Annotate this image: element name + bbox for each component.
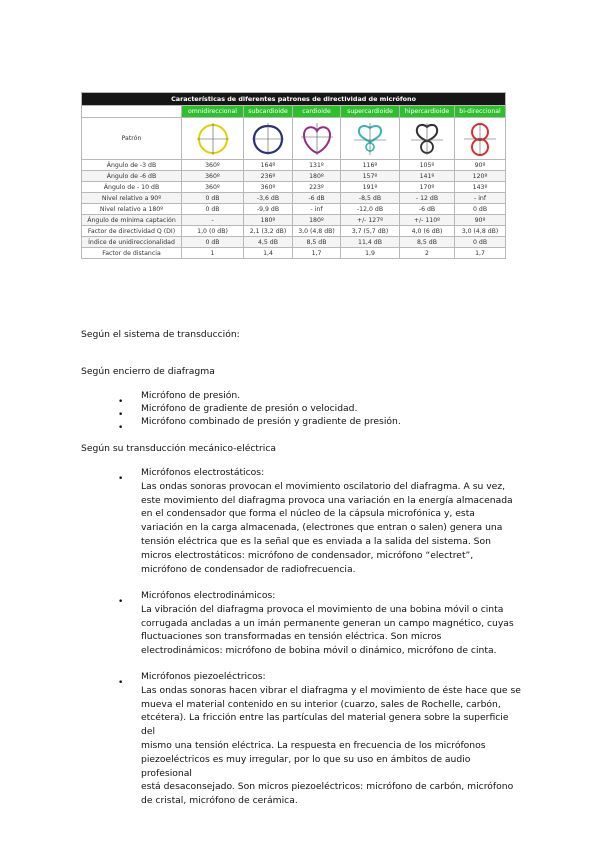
table-cell: - inf (293, 204, 341, 215)
table-cell: 120º (455, 171, 506, 182)
table-cell: 360º (182, 171, 244, 182)
table-cell: 223º (293, 182, 341, 193)
bullet-icon (118, 415, 124, 428)
piezoelectric-section (141, 670, 521, 808)
table-cell: 3,0 (4,8 dB) (293, 226, 341, 237)
table-cell: -8,5 dB (341, 193, 400, 204)
type-line: Las ondas sonoras hacen vibrar el diafragma y el movimiento de éste hace que se (141, 684, 521, 696)
table-cell: -3,6 dB (244, 193, 293, 204)
table-cell: 90º (455, 215, 506, 226)
table-cell: 0 dB (182, 193, 244, 204)
table-row (82, 248, 506, 259)
header-blank (82, 106, 182, 118)
table-cell: 2,1 (3,2 dB) (244, 226, 293, 237)
table-header-row (82, 106, 506, 118)
type-line: piezoeléctricos es muy irregular, por lo que su uso en ámbitos de audio profesional (141, 753, 471, 779)
table-cell: 8,5 dB (400, 237, 455, 248)
table-cell: 1 (182, 248, 244, 259)
table-cell: - (182, 215, 244, 226)
type-line: micros electrostáticos: micrófono de condensador, micrófono “electret”, (141, 549, 474, 561)
type-line: mueva el material contenido en su interior (cuarzo, sales de Rochelle, carbón, (141, 698, 501, 710)
table-row (82, 160, 506, 171)
row-label: Ángulo de -3 dB (82, 160, 182, 171)
bullet-icon (118, 589, 124, 602)
table-cell: 1,0 (0 dB) (182, 226, 244, 237)
table-cell: 360º (244, 182, 293, 193)
table-cell: 180º (293, 215, 341, 226)
table-cell: 180º (244, 215, 293, 226)
subcardioid-pattern-icon (244, 118, 293, 160)
table-cell: -12,0 dB (341, 204, 400, 215)
table-cell: 3,0 (4,8 dB) (455, 226, 506, 237)
table-cell: 11,4 dB (341, 237, 400, 248)
enclosure-item: Micrófono de gradiente de presión o velocidad. (141, 403, 358, 414)
type-line: Las ondas sonoras provocan el movimiento oscilatorio del diafragma. A su vez, (141, 480, 506, 492)
type-line: está desaconsejado. Son micros piezoeléctricos: micrófono de carbón, micrófono (141, 781, 514, 793)
bullet-icon (118, 389, 124, 402)
row-label: Nivel relativo a 180º (82, 204, 182, 215)
table-row (82, 182, 506, 193)
table-cell: 116º (341, 160, 400, 171)
row-label: Ángulo de -6 dB (82, 171, 182, 182)
table-cell: 360º (182, 160, 244, 171)
type-title: Micrófonos electrostáticos: (141, 467, 265, 478)
supercardioid-pattern-icon (341, 118, 400, 160)
type-line: tensión eléctrica que es la señal que es enviada a la salida del sistema. Son (141, 535, 491, 547)
table-row (82, 215, 506, 226)
table-cell: 1,4 (244, 248, 293, 259)
table-cell: -6 dB (293, 193, 341, 204)
table-cell: 0 dB (182, 237, 244, 248)
hypercardioid-pattern-icon (400, 118, 455, 160)
electrodynamic-section (141, 589, 521, 658)
table-cell: 90º (455, 160, 506, 171)
type-line: fluctuaciones son transformadas en tensión eléctrica. Son micros (141, 631, 442, 643)
table-cell: 0 dB (455, 237, 506, 248)
bidirectional-pattern-icon (455, 118, 506, 160)
type-line: electrodinámicos: micrófono de bobina móvil o dinámico, micrófono de cinta. (141, 645, 497, 657)
row-label: Factor de distancia (82, 248, 182, 259)
header-cardioid: cardioide (293, 106, 341, 118)
transduction-heading: Según el sistema de transducción: (81, 329, 240, 340)
enclosure-heading: Según encierro de diafragma (81, 366, 215, 377)
header-supercardioid: supercardioide (341, 106, 400, 118)
table-cell: 1,7 (455, 248, 506, 259)
table-cell: 141º (400, 171, 455, 182)
directivity-table (81, 92, 506, 259)
bullet-icon (118, 670, 124, 683)
type-line: este movimiento del diafragma provoca una variación en la energía almacenada (141, 494, 513, 506)
electrostatic-section (141, 466, 521, 576)
table-cell: +/- 110º (400, 215, 455, 226)
table-cell: - 12 dB (400, 193, 455, 204)
pattern-row (82, 118, 506, 160)
table-cell: 0 dB (455, 204, 506, 215)
header-hypercardioid: hipercardioide (400, 106, 455, 118)
enclosure-item: Micrófono de presión. (141, 390, 241, 401)
table-cell: 157º (341, 171, 400, 182)
table-cell: 143º (455, 182, 506, 193)
table-cell: +/- 127º (341, 215, 400, 226)
row-label: Índice de unidireccionalidad (82, 237, 182, 248)
header-bidirectional: bi-direccional (455, 106, 506, 118)
row-label: Ángulo de mínima captación (82, 215, 182, 226)
table-cell: 4,0 (6 dB) (400, 226, 455, 237)
table-row (82, 226, 506, 237)
header-omni: omnidireccional (182, 106, 244, 118)
header-subcardioid: subcardioide (244, 106, 293, 118)
bullet-icon (118, 402, 124, 415)
omni-pattern-icon (182, 118, 244, 160)
type-line: micrófono de condensador de radiofrecuencia. (141, 563, 356, 575)
type-line: mismo una tensión eléctrica. La respuesta en frecuencia de los micrófonos (141, 739, 486, 751)
type-title: Micrófonos electrodinámicos: (141, 590, 276, 601)
pattern-label: Patrón (82, 118, 182, 160)
table-row (82, 193, 506, 204)
table-cell: 170º (400, 182, 455, 193)
bullet-icon (118, 466, 124, 479)
row-label: Factor de directividad Q (DI) (82, 226, 182, 237)
type-line: variación en la carga almacenada, (electrones que entran o salen) genera una (141, 522, 503, 534)
table-cell: 1,7 (293, 248, 341, 259)
type-line: en el condensador que forma el núcleo de la cápsula microfónica y, esta (141, 508, 475, 520)
table-cell: 0 dB (182, 204, 244, 215)
type-line: La vibración del diafragma provoca el movimiento de una bobina móvil o cinta (141, 603, 504, 615)
table-cell: 1,9 (341, 248, 400, 259)
type-line: de cristal, micrófono de cerámica. (141, 795, 298, 807)
enclosure-item: Micrófono combinado de presión y gradiente de presión. (141, 416, 401, 427)
type-title: Micrófonos piezoeléctricos: (141, 671, 266, 682)
row-label: Nivel relativo a 90º (82, 193, 182, 204)
table-cell: 164º (244, 160, 293, 171)
row-label: Ángulo de - 10 dB (82, 182, 182, 193)
table-row (82, 237, 506, 248)
type-line: etcétera). La fricción entre las partículas del material genera sobre la superficie del (141, 712, 509, 738)
cardioid-pattern-icon (293, 118, 341, 160)
table-cell: 360º (182, 182, 244, 193)
table-cell: -9,9 dB (244, 204, 293, 215)
table-cell: 8,5 dB (293, 237, 341, 248)
table-cell: 3,7 (5,7 dB) (341, 226, 400, 237)
table-cell: 180º (293, 171, 341, 182)
table-cell: 2 (400, 248, 455, 259)
mech-elec-heading: Según su transducción mecánico-eléctrica (81, 443, 277, 454)
table-cell: 131º (293, 160, 341, 171)
table-cell: 105º (400, 160, 455, 171)
table-cell: 236º (244, 171, 293, 182)
table-row (82, 204, 506, 215)
table-cell: - inf (455, 193, 506, 204)
type-line: corrugada ancladas a un imán permanente generan un campo magnético, cuyas (141, 617, 514, 629)
table-cell: 4,5 dB (244, 237, 293, 248)
table-title: Características de diferentes patrones de directividad de micrófono (82, 93, 506, 106)
table-cell: 191º (341, 182, 400, 193)
table-cell: -6 dB (400, 204, 455, 215)
table-row (82, 171, 506, 182)
